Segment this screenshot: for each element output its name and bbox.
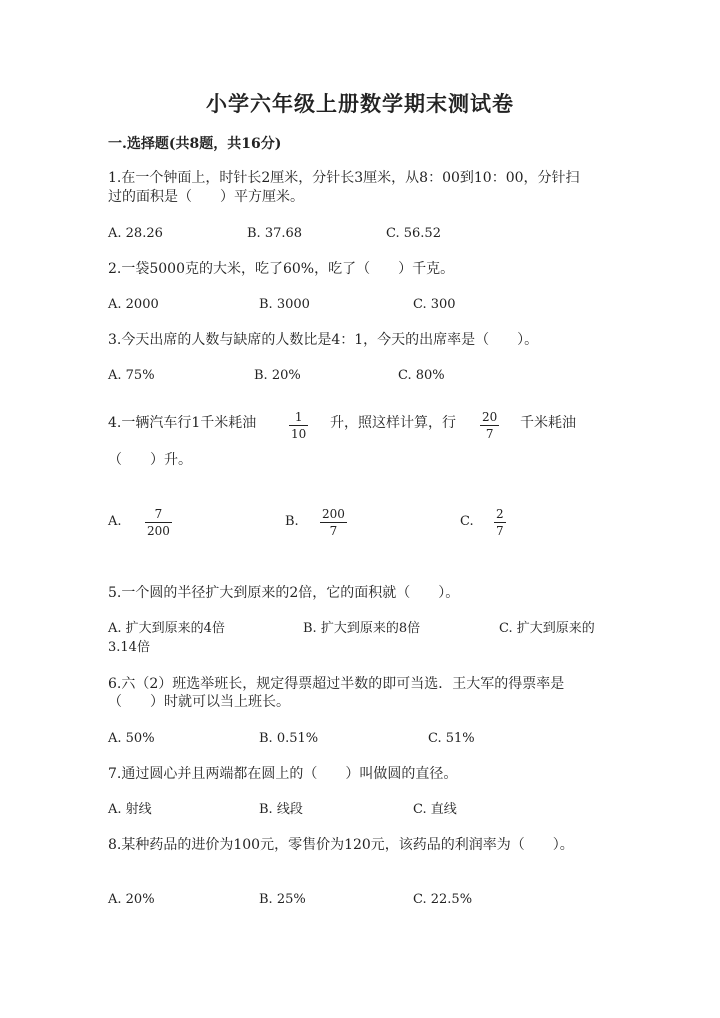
- question-5-option-b: B. 扩大到原来的8倍: [303, 621, 421, 636]
- question-6-option-a: A. 50%: [108, 731, 155, 746]
- question-7-option-c: C. 直线: [413, 802, 457, 817]
- question-4-option-c-label: C.: [460, 514, 474, 529]
- question-3-line-1: 3.今天出席的人数与缺席的人数比是4：1，今天的出席率是（ ）。: [108, 332, 539, 348]
- question-1-option-c: C. 56.52: [386, 226, 441, 241]
- question-4-option-c-fraction: [494, 507, 506, 538]
- question-4-option-b-fraction: [320, 507, 347, 538]
- question-5-line-1: 5.一个圆的半径扩大到原来的2倍，它的面积就（ ）。: [108, 585, 460, 601]
- question-7-line-1: 7.通过圆心并且两端都在圆上的（ ）叫做圆的直径。: [108, 766, 458, 782]
- fraction-numerator: 2: [496, 507, 504, 521]
- fraction-numerator: 1: [294, 410, 303, 424]
- question-1-option-b: B. 37.68: [247, 226, 303, 241]
- question-8-option-a: A. 20%: [108, 892, 155, 907]
- question-4-text-b: 升，照这样计算，行: [330, 415, 456, 431]
- question-5-option-c-continued: 3.14倍: [108, 640, 150, 655]
- question-2-line-1: 2.一袋5000克的大米，吃了60%，吃了（ ）千克。: [108, 261, 455, 277]
- question-4-option-a-label: A.: [108, 514, 122, 529]
- fraction-numerator: 200: [322, 507, 345, 521]
- question-4-text-a: 4.一辆汽车行1千米耗油: [108, 415, 257, 431]
- question-1-line-1: 1.在一个钟面上，时针长2厘米，分针长3厘米，从8：00到10：00，分针扫: [108, 170, 580, 186]
- question-4-fraction-1: [289, 410, 308, 441]
- question-4-option-b-label: B.: [285, 514, 299, 529]
- question-5-option-a: A. 扩大到原来的4倍: [108, 621, 225, 636]
- fraction-numerator: 20: [482, 410, 498, 424]
- question-1-line-2: 过的面积是（ ）平方厘米。: [108, 189, 304, 205]
- question-2-option-b: B. 3000: [259, 297, 310, 312]
- page-title: 小学六年级上册数学期末测试卷: [206, 91, 514, 116]
- question-8-option-b: B. 25%: [259, 892, 306, 907]
- question-6-option-b: B. 0.51%: [259, 731, 319, 746]
- question-4-option-a-fraction: [145, 507, 172, 538]
- section-heading: 一.选择题(共8题，共16分): [108, 136, 282, 152]
- question-7-option-a: A. 射线: [108, 802, 152, 817]
- fraction-denominator: 200: [147, 524, 170, 538]
- fraction-denominator: 7: [485, 427, 494, 441]
- question-3-option-c: C. 80%: [398, 368, 445, 383]
- question-8-option-c: C. 22.5%: [413, 892, 473, 907]
- question-3-option-b: B. 20%: [254, 368, 301, 383]
- question-4-fraction-2: [480, 410, 499, 441]
- fraction-denominator: 7: [496, 524, 504, 538]
- question-2-option-c: C. 300: [413, 297, 456, 312]
- fraction-denominator: 7: [329, 524, 338, 538]
- question-1-option-a: A. 28.26: [108, 226, 163, 241]
- question-5-option-c: C. 扩大到原来的: [499, 621, 595, 636]
- question-4-text-c: 千米耗油: [520, 415, 576, 431]
- question-6-line-2: （ ）时就可以当上班长。: [108, 694, 290, 710]
- fraction-numerator: 7: [154, 507, 163, 521]
- fraction-denominator: 10: [291, 427, 307, 441]
- question-6-line-1: 6.六（2）班选举班长，规定得票超过半数的即可当选．王大军的得票率是: [108, 676, 565, 692]
- question-4-line-2: （ ）升。: [108, 452, 192, 468]
- question-3-option-a: A. 75%: [108, 368, 155, 383]
- question-7-option-b: B. 线段: [259, 802, 303, 817]
- question-6-option-c: C. 51%: [428, 731, 475, 746]
- question-2-option-a: A. 2000: [108, 297, 159, 312]
- question-8-line-1: 8.某种药品的进价为100元，零售价为120元，该药品的利润率为（ ）。: [108, 837, 574, 853]
